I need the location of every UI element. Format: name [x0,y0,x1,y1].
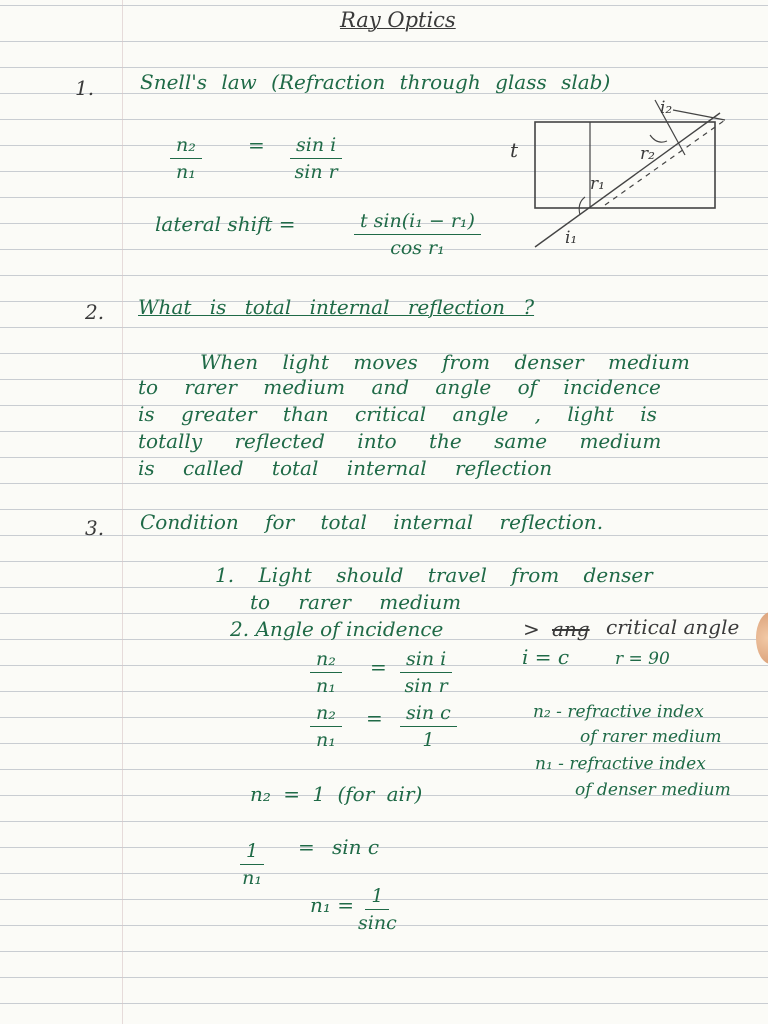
condition-2-gt: > [523,617,540,641]
section-3-heading: Condition for total internal reflection. [140,510,604,534]
cond-eqD-den: sinc [358,912,397,934]
margin-line [122,0,123,1024]
condition-2-critical-angle: critical angle [606,615,740,639]
refracted-ray [535,113,720,247]
n1-definition-b: of denser medium [575,780,731,800]
snell-rhs-num: sin i [290,134,342,159]
s2-line-5: is called total internal reflection [138,456,553,480]
section-3-number: 3. [85,516,105,540]
cond-eqB-rhs-fraction [400,702,457,751]
lateral-shift-den: cos r₁ [390,237,445,259]
cond-eqA-equals: = [370,655,387,679]
cond-eqC-lhs-num: 1 [240,840,264,865]
cond-eqA-rhs-den: sin r [404,675,448,697]
r-equals-90: r = 90 [615,649,670,669]
condition-2-struck-word: ang [552,617,590,641]
cond-eqB-lhs-fraction [310,702,342,751]
cond-eqA-lhs-den: n₁ [316,675,336,697]
thickness-label: t [510,138,519,162]
cond-eqB-lhs-num: n₂ [310,702,342,727]
cond-eqB-lhs-den: n₁ [316,729,336,751]
section-1-heading: Snell's law (Refraction through glass slab) [140,70,611,94]
s2-line-3: is greater than critical angle , light is [138,402,657,426]
i-equals-c: i = c [522,645,570,669]
n1-definition-a: n₁ - refractive index [535,754,706,774]
cond-eqA-lhs-num: n₂ [310,648,342,673]
cond-eqD-num: 1 [365,885,389,910]
section-1-number: 1. [75,76,95,100]
snell-lhs-num: n₂ [170,134,202,159]
cond-eqD-fraction [358,885,397,934]
cond-eqC-lhs-den: n₁ [242,867,262,889]
s2-line-1: When light moves from denser medium [200,350,690,374]
snell-rhs-den: sin r [294,161,338,183]
section-2-number: 2. [85,300,105,324]
snell-rhs-fraction [290,134,342,183]
cond-eqA-rhs-fraction [400,648,452,697]
angle-i2-label: i₂ [660,98,673,118]
thumb-edge [756,612,768,664]
section-2-heading: What is total internal reflection ? [138,295,535,319]
snell-lhs-den: n₁ [176,161,196,183]
s2-line-4: totally reflected into the same medium [138,429,662,453]
condition-2-label: 2. Angle of incidence [230,617,444,641]
n2-definition-a: n₂ - refractive index [533,702,704,722]
glass-slab-diagram [525,95,760,255]
snell-equals: = [248,133,265,157]
dashed-extension [605,120,725,205]
cond-eqA-lhs-fraction [310,648,342,697]
cond-eqB-equals: = [366,706,383,730]
cond-eqA-rhs-num: sin i [400,648,452,673]
s2-line-2: to rarer medium and angle of incidence [138,375,661,399]
angle-r2-label: r₂ [640,144,655,164]
glass-slab-rect [535,122,715,208]
lateral-shift-fraction [354,210,481,259]
cond-eqB-rhs-num: sin c [400,702,457,727]
cond-eqC-rhs: sin c [332,835,380,859]
lateral-shift-label: lateral shift = [155,212,296,236]
cond-eqD-lhs: n₁ = [310,893,355,917]
condition-1-line-b: to rarer medium [250,590,462,614]
angle-r1-label: r₁ [590,174,605,194]
snell-lhs-fraction [170,134,202,183]
cond-eqC-equals: = [298,835,315,859]
n2-definition-b: of rarer medium [580,727,722,747]
page-title: Ray Optics [340,8,456,32]
angle-i1-label: i₁ [565,228,578,248]
cond-eqB-rhs-den: 1 [422,729,435,751]
air-condition: n₂ = 1 (for air) [250,782,423,806]
condition-1-line-a: 1. Light should travel from denser [215,563,653,587]
lateral-shift-num: t sin(i₁ − r₁) [354,210,481,235]
cond-eqC-lhs-fraction [240,840,264,889]
